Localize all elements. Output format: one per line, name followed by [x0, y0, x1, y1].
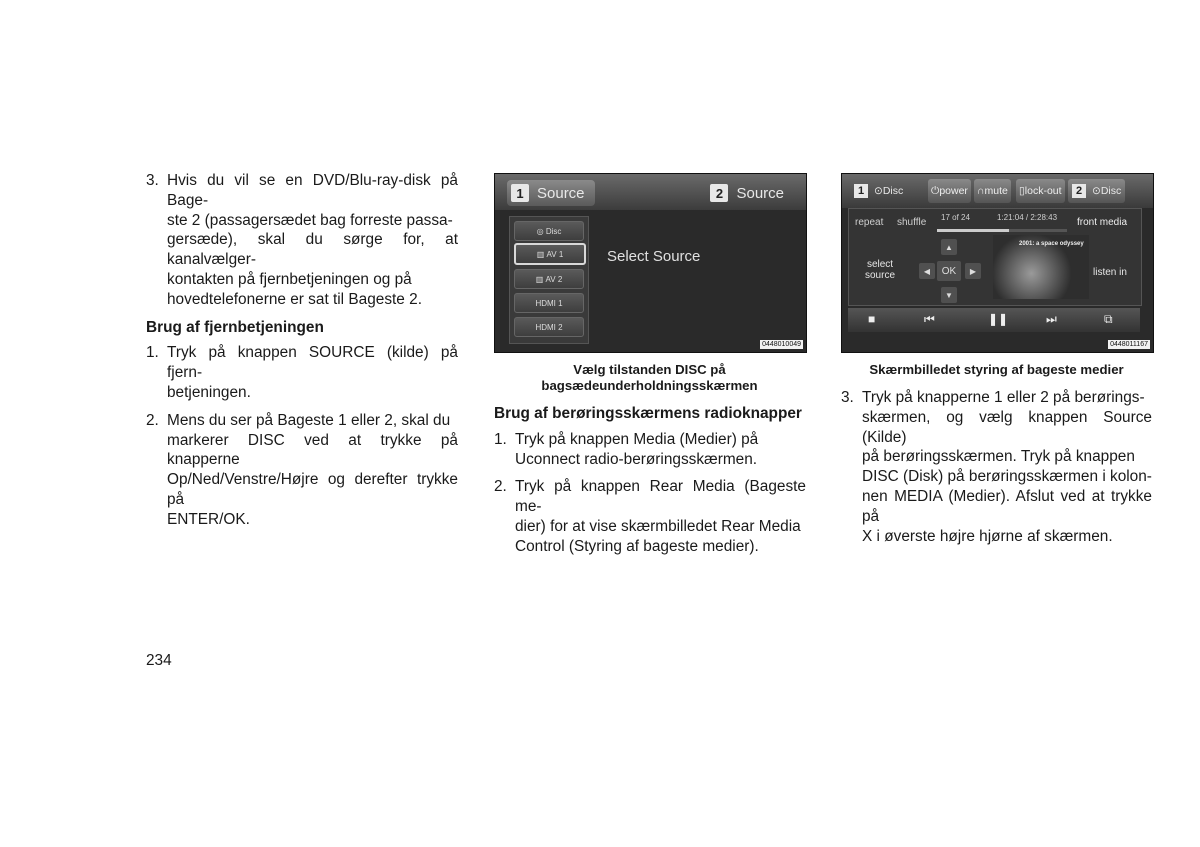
item-number: 2.: [494, 478, 507, 496]
select-source-screenshot: [494, 173, 807, 353]
figure-caption-1: [494, 362, 805, 394]
left-column: [146, 171, 458, 530]
source-button-hdmi1: HDMI 1: [514, 293, 584, 313]
item-number: 2.: [146, 411, 159, 429]
lockout-button: ▯ lock-out: [1016, 179, 1065, 203]
select-source-message: Select Source: [607, 248, 701, 265]
item-text: [862, 388, 1152, 546]
item-text: [515, 430, 806, 470]
text-line: på berøringsskærmen. Tryk på knappen: [862, 448, 1135, 466]
item-text: [515, 477, 806, 556]
zone-1-badge: 1: [854, 184, 868, 198]
tab-label: Source: [537, 184, 585, 202]
text-line: skærmen, og vælg knappen Source (Kilde): [862, 408, 1152, 446]
zone-2-badge: 2: [710, 184, 728, 202]
text-line: Uconnect radio-berøringsskærmen.: [515, 450, 758, 468]
playback-time: 1:21:04 / 2:28:43: [997, 213, 1058, 222]
lock-icon: ▯: [1019, 185, 1025, 197]
figure-code: 0448011167: [1110, 341, 1148, 348]
album-title: 2001: a space odyssey: [1019, 241, 1084, 247]
rear-media-control-screenshot: [841, 173, 1154, 353]
source-button-av1: ▥ AV 1: [514, 243, 586, 265]
item-text: [167, 171, 458, 310]
text-line: X i øverste højre hjørne af skærmen.: [862, 527, 1113, 545]
zone-2-badge: 2: [1072, 184, 1086, 198]
figure-caption-2: Skærmbilledet styring af bageste medier: [869, 362, 1124, 377]
progress-bar: [937, 229, 1067, 232]
repeat-button: repeat: [855, 217, 884, 228]
list-item-1: [494, 430, 806, 470]
item-text: [167, 411, 458, 530]
arrow-right-icon: ▶: [965, 263, 981, 279]
av-icon: ▥: [535, 274, 546, 284]
list-item-2: [146, 411, 458, 530]
text-line: Op/Ned/Venstre/Højre og derefter trykke på: [167, 471, 458, 508]
track-counter: 17 of 24: [941, 213, 970, 222]
power-icon: ⏻: [931, 184, 940, 197]
caption-line: bagsædeunderholdningsskærmen: [541, 378, 758, 393]
av-icon: ▥: [536, 249, 547, 259]
text-line: Tryk på knappen SOURCE (kilde) på fjern-: [167, 344, 458, 382]
text-line: Mens du ser på Bageste 1 eller 2, skal du: [167, 411, 451, 429]
text-line: kontakten på fjernbetjeningen og på: [167, 270, 412, 288]
tab-source-2: [710, 180, 784, 206]
item-number: 3.: [841, 389, 854, 406]
list-item-3: [841, 388, 1152, 546]
item-number: 1.: [494, 430, 507, 448]
zone-2-disc: 2 ⊙ Disc: [1068, 179, 1125, 203]
text-line: Tryk på knapperne 1 eller 2 på berørings-: [862, 389, 1145, 406]
arrow-left-icon: ◀: [919, 263, 935, 279]
disc-icon: ⊙: [874, 185, 883, 197]
arrow-down-icon: ▼: [941, 287, 957, 303]
select-source-button: select source: [864, 259, 895, 281]
list-item-3: [146, 171, 458, 310]
mute-button: ∩ mute: [974, 179, 1011, 203]
source-button-hdmi2: HDMI 2: [514, 317, 584, 337]
ok-button: OK: [937, 261, 961, 281]
power-button: ⏻ power: [928, 179, 971, 203]
text-line: DISC (Disk) på berøringsskærmen i kolon-: [862, 468, 1152, 486]
right-column: [841, 388, 1152, 546]
text-line: dier) for at vise skærmbilledet Rear Media: [515, 517, 801, 535]
section-heading: Brug af fjernbetjeningen: [146, 318, 324, 336]
previous-icon: ⏮: [924, 312, 935, 326]
display-icon: ⧉: [1104, 312, 1113, 326]
text-line: hovedtelefonerne er sat til Bageste 2.: [167, 290, 422, 308]
middle-column: [494, 404, 806, 557]
zone-1-disc: 1 ⊙ Disc: [854, 179, 903, 203]
text-line: Hvis du vil se en DVD/Blu-ray-disk på Bage-: [167, 172, 458, 209]
text-line: betjeningen.: [167, 383, 251, 401]
figure-code: 0448010049: [762, 341, 801, 348]
item-number: 3.: [146, 172, 159, 189]
tab-source-1: [507, 180, 595, 206]
stop-icon: ■: [868, 312, 876, 326]
transport-controls: [848, 308, 1140, 332]
list-item-2: [494, 477, 806, 556]
text-line: Tryk på knappen Rear Media (Bageste me-: [515, 478, 806, 516]
list-item-1: [146, 343, 458, 402]
text-line: nen MEDIA (Medier). Afslut ved at trykke på: [862, 487, 1152, 525]
disc-icon: ⊙: [1092, 185, 1101, 197]
item-number: 1.: [146, 344, 159, 362]
caption-line: Vælg tilstanden DISC på: [573, 362, 726, 377]
shuffle-button: shuffle: [897, 217, 927, 228]
front-media-button: front media: [1077, 217, 1128, 228]
text-line: Tryk på knappen Media (Medier) på: [515, 430, 759, 448]
text-line: gersæde), skal du sørge for, at kanalvælger-: [167, 231, 458, 269]
text-line: Control (Styring af bageste medier).: [515, 537, 759, 555]
disc-icon: ◎: [536, 226, 546, 236]
item-text: [167, 343, 458, 402]
text-line: ste 2 (passagersædet bag forreste passa-: [167, 211, 453, 229]
media-control-panel: [848, 208, 1142, 306]
next-icon: ⏭: [1046, 312, 1057, 326]
zone-1-badge: 1: [511, 184, 529, 202]
section-heading: Brug af berøringsskærmens radioknapper: [494, 405, 802, 422]
text-line: markerer DISC ved at trykke på knapperne: [167, 431, 458, 469]
progress-fill: [937, 229, 1009, 232]
headphones-icon: ∩: [977, 185, 985, 197]
arrow-up-icon: ▲: [941, 239, 957, 255]
source-button-disc: ◎ Disc: [514, 221, 584, 241]
listen-in-button: listen in: [1093, 267, 1127, 278]
tab-label: Source: [736, 184, 784, 202]
pause-icon: ❚❚: [988, 312, 1009, 326]
text-line: ENTER/OK.: [167, 510, 250, 528]
album-art: [993, 235, 1089, 299]
page-number: 234: [146, 652, 172, 669]
source-list: [509, 216, 589, 344]
source-button-av2: ▥ AV 2: [514, 269, 584, 289]
